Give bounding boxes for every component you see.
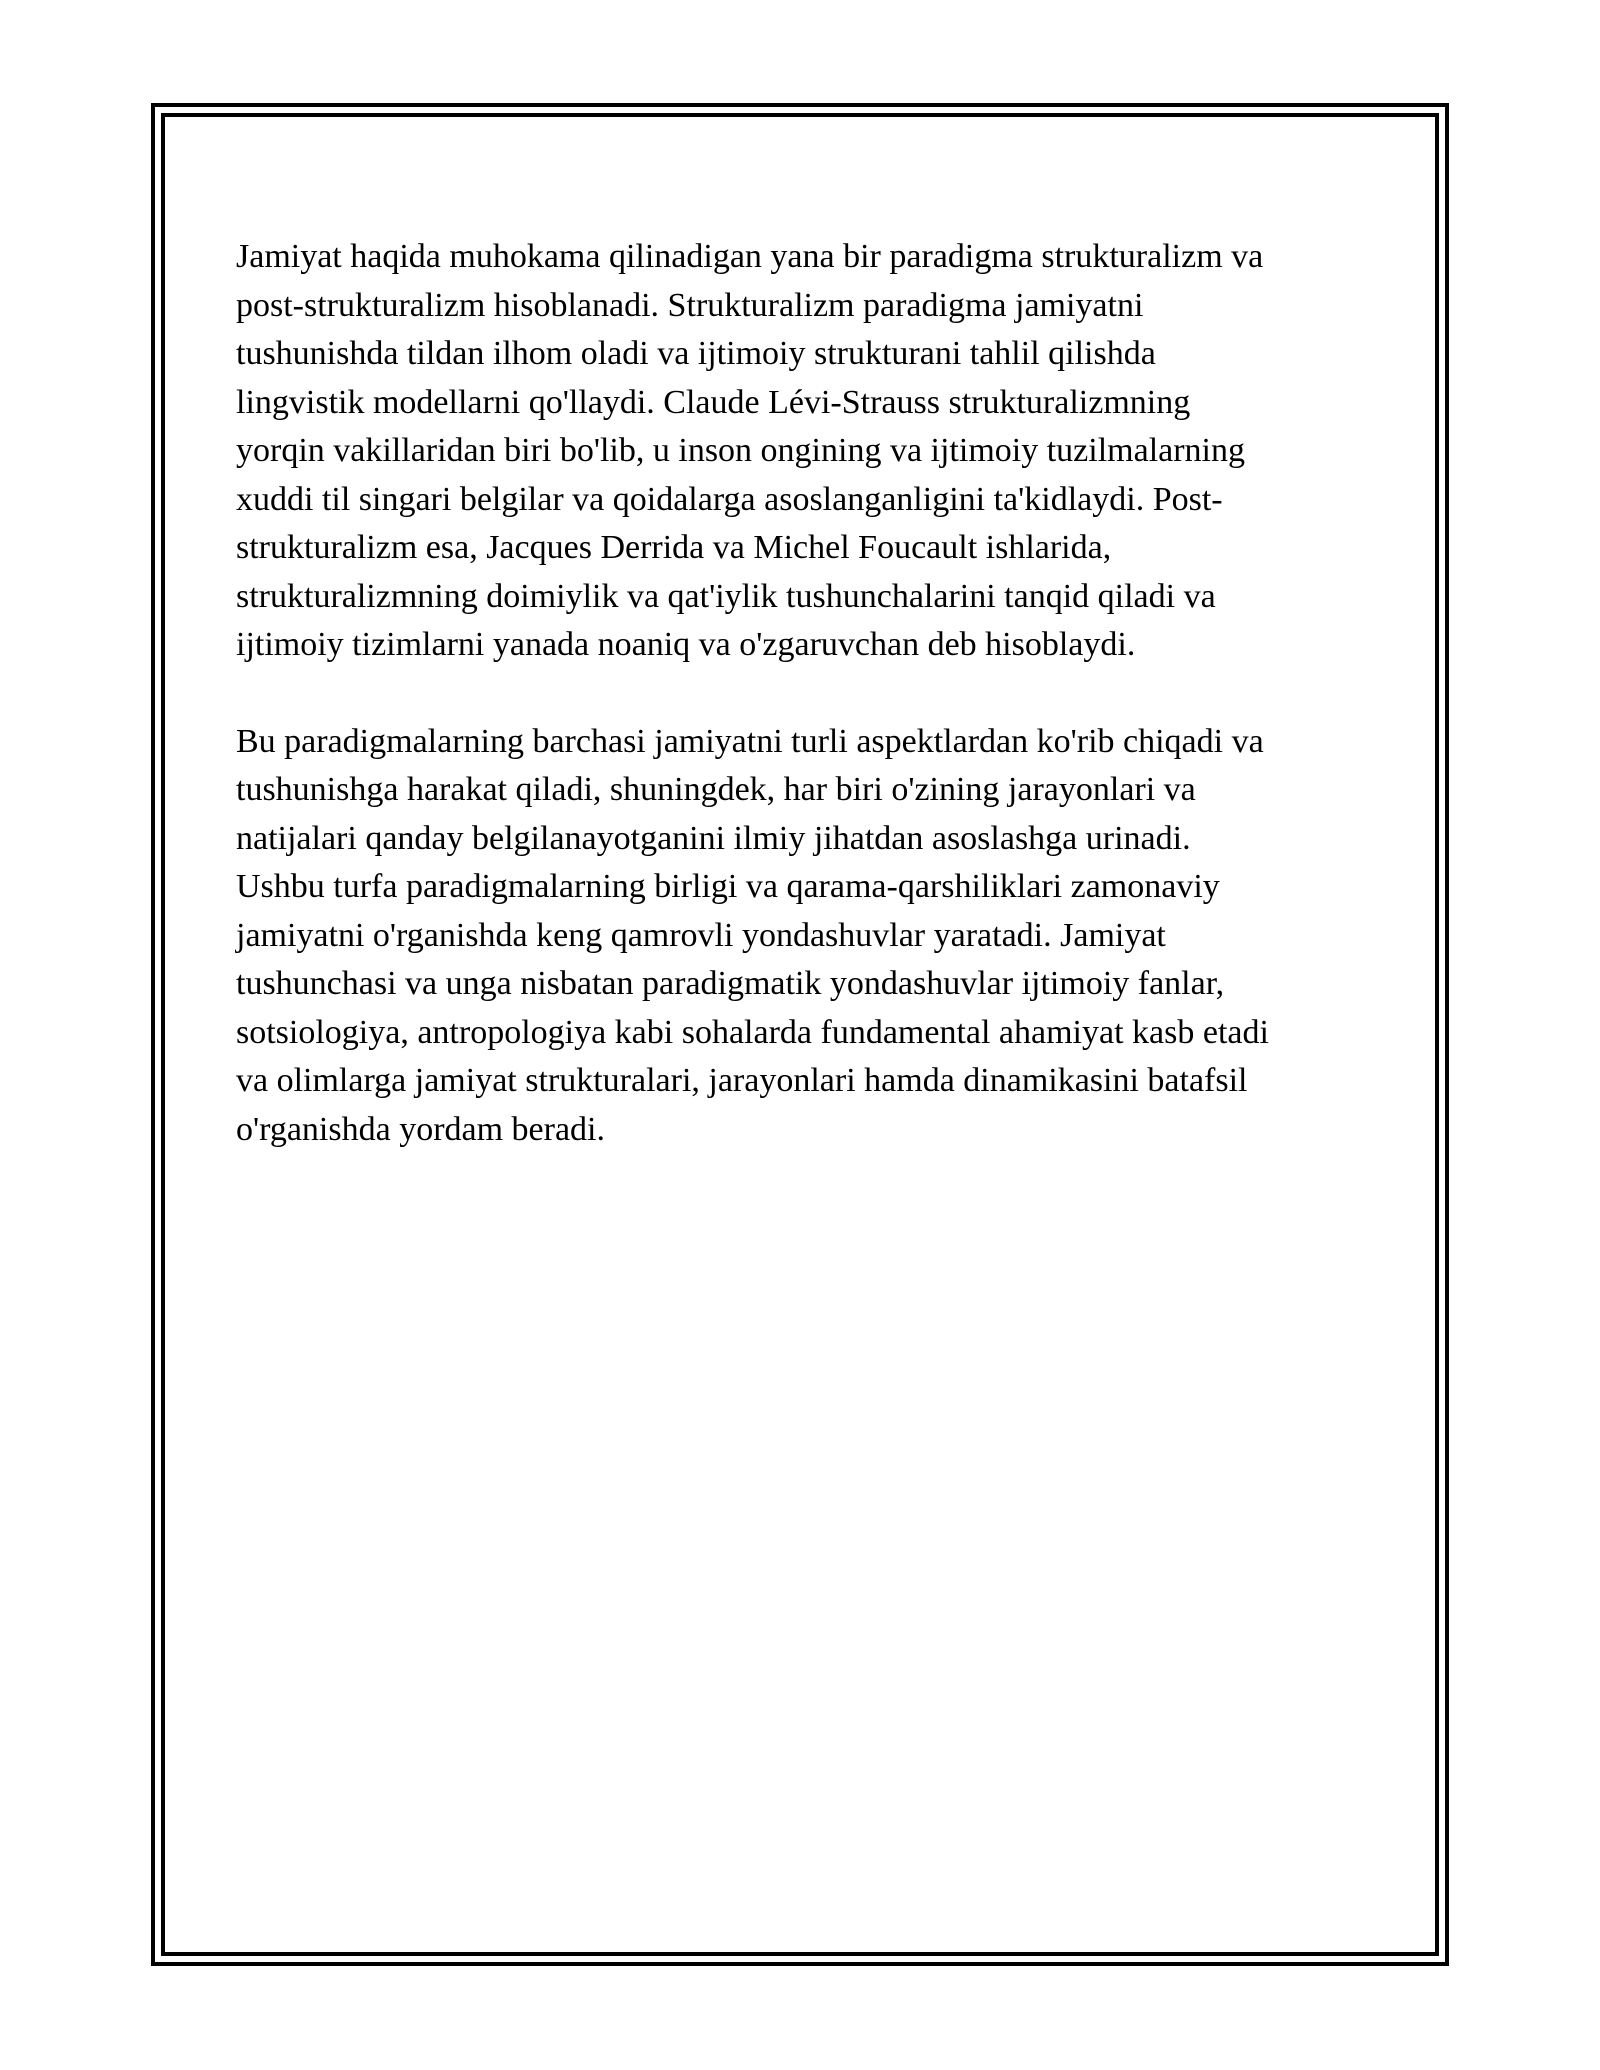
paragraph-2 [236, 718, 1366, 1155]
text-line: Ushbu turfa paradigmalarning birligi va qarama-qarshiliklari zamonaviy [236, 868, 1220, 905]
text-line: lingvistik modellarni qo'llaydi. Claude Lévi-Strauss strukturalizmning [236, 383, 1191, 421]
text-line: Bu paradigmalarning barchasi jamiyatni turli aspektlardan ko'rib chiqadi va [236, 722, 1264, 760]
document-body [236, 233, 1366, 1202]
text-line: jamiyatni o'rganishda keng qamrovli yondashuvlar yaratadi. Jamiyat [236, 916, 1166, 954]
text-line: tushunishda tildan ilhom oladi va ijtimoiy strukturani tahlil qilishda [236, 335, 1156, 372]
text-line: tushunishga harakat qiladi, shuningdek, har biri o'zining jarayonlari va [236, 771, 1196, 808]
text-line: xuddi til singari belgilar va qoidalarga asoslanganligini ta'kidlaydi. Post- [236, 480, 1223, 518]
text-line: yorqin vakillaridan biri bo'lib, u inson ongining va ijtimoiy tuzilmalarning [236, 432, 1245, 469]
text-line: o'rganishda yordam beradi. [236, 1110, 606, 1148]
paragraph-1 [236, 233, 1366, 670]
text-line: sotsiologiya, antropologiya kabi sohalarda fundamental ahamiyat kasb etadi [236, 1013, 1269, 1051]
text-line: tushunchasi va unga nisbatan paradigmatik yondashuvlar ijtimoiy fanlar, [236, 965, 1225, 1002]
text-line: Jamiyat haqida muhokama qilinadigan yana bir paradigma strukturalizm va [236, 238, 1264, 275]
text-line: natijalari qanday belgilanayotganini ilmiy jihatdan asoslashga urinadi. [236, 819, 1191, 857]
text-line: va olimlarga jamiyat strukturalari, jarayonlari hamda dinamikasini batafsil [236, 1062, 1248, 1099]
text-line: strukturalizmning doimiylik va qat'iylik tushunchalarini tanqid qiladi va [236, 577, 1216, 615]
text-line: post-strukturalizm hisoblanadi. Strukturalizm paradigma jamiyatni [236, 286, 1144, 324]
text-line: ijtimoiy tizimlarni yanada noaniq va o'zgaruvchan deb hisoblaydi. [236, 626, 1136, 663]
text-line: strukturalizm esa, Jacques Derrida va Michel Foucault ishlarida, [236, 529, 1112, 566]
